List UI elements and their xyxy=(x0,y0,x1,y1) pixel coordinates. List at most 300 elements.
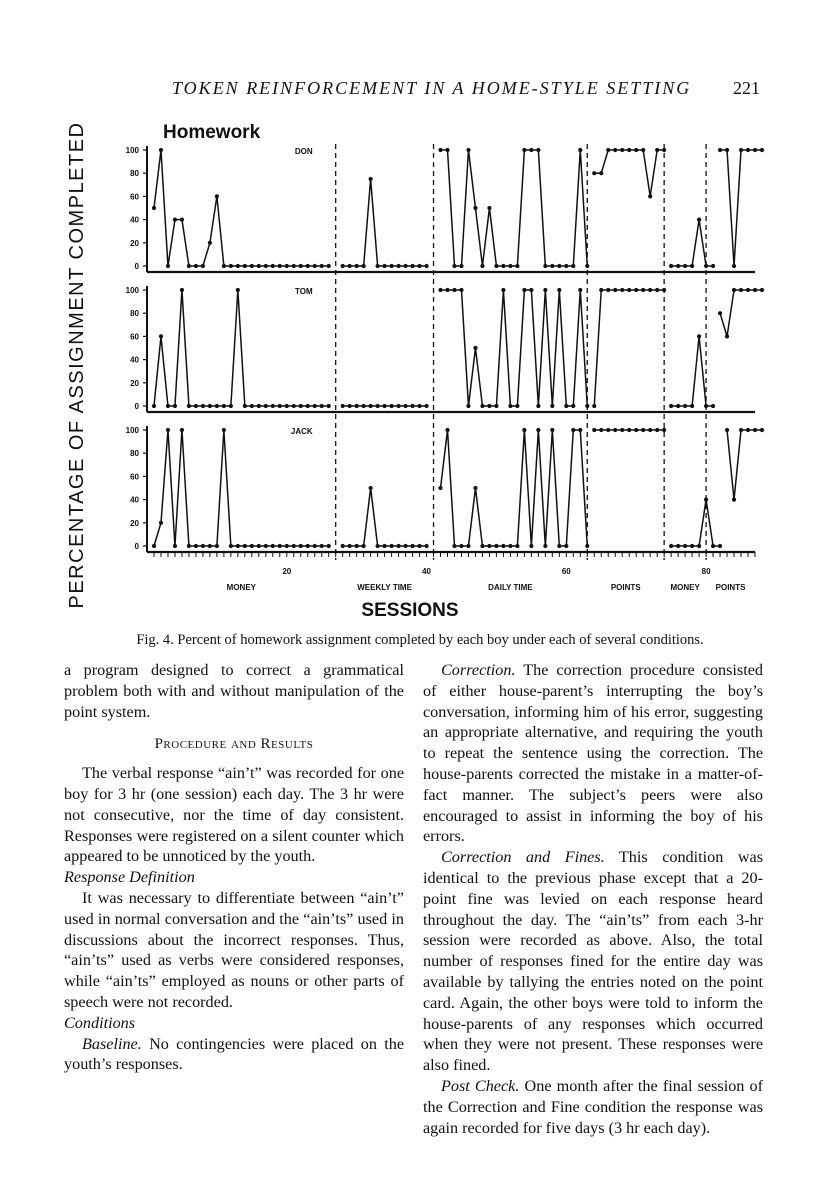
data-point xyxy=(355,264,359,268)
series-line-don xyxy=(720,150,762,266)
data-point xyxy=(704,264,708,268)
data-point xyxy=(732,498,736,502)
data-point xyxy=(243,264,247,268)
data-point xyxy=(683,404,687,408)
data-point xyxy=(327,264,331,268)
data-point xyxy=(480,544,484,548)
data-point xyxy=(166,404,170,408)
data-point xyxy=(466,148,470,152)
data-point xyxy=(271,544,275,548)
data-point xyxy=(320,264,324,268)
data-point xyxy=(264,544,268,548)
procedure-heading: Procedure and Results xyxy=(154,736,314,753)
data-point xyxy=(739,288,743,292)
data-point xyxy=(718,544,722,548)
data-point xyxy=(215,404,219,408)
intro-paragraph: a program designed to correct a grammatical problem both with and without manipulation of the point system. xyxy=(64,661,404,721)
data-point xyxy=(396,404,400,408)
data-point xyxy=(655,428,659,432)
data-point xyxy=(271,404,275,408)
baseline-label: Baseline. xyxy=(82,1034,142,1053)
data-point xyxy=(445,148,449,152)
data-point xyxy=(515,264,519,268)
data-point xyxy=(655,288,659,292)
data-point xyxy=(557,288,561,292)
data-point xyxy=(627,428,631,432)
data-point xyxy=(222,428,226,432)
data-point xyxy=(264,264,268,268)
data-point xyxy=(599,171,603,175)
data-point xyxy=(753,148,757,152)
data-point xyxy=(236,544,240,548)
series-line-don xyxy=(671,220,713,266)
y-tick-label: 80 xyxy=(130,449,139,459)
data-point xyxy=(634,288,638,292)
y-tick-label: 60 xyxy=(130,192,139,202)
data-point xyxy=(676,544,680,548)
y-tick-label: 100 xyxy=(125,426,139,435)
phase-label: MONEY xyxy=(670,583,700,592)
data-point xyxy=(424,544,428,548)
data-point xyxy=(543,288,547,292)
data-point xyxy=(466,404,470,408)
data-point xyxy=(641,148,645,152)
data-point xyxy=(718,311,722,315)
data-point xyxy=(725,148,729,152)
data-point xyxy=(564,544,568,548)
data-point xyxy=(403,404,407,408)
series-line-don xyxy=(441,150,588,266)
data-point xyxy=(417,544,421,548)
data-point xyxy=(508,544,512,548)
data-point xyxy=(194,404,198,408)
data-point xyxy=(732,264,736,268)
data-point xyxy=(550,404,554,408)
y-tick-label: 40 xyxy=(130,495,139,505)
x-tick-label: 40 xyxy=(422,567,431,576)
data-point xyxy=(410,544,414,548)
data-point xyxy=(592,428,596,432)
post-check-text: One month after the final session of the Correction and Fine condition the response was again recorded for five days (3 hr each day). xyxy=(423,1076,763,1137)
data-point xyxy=(201,264,205,268)
data-point xyxy=(690,264,694,268)
data-point xyxy=(180,428,184,432)
data-point xyxy=(746,428,750,432)
phase-label: POINTS xyxy=(610,583,641,592)
data-point xyxy=(313,544,317,548)
data-point xyxy=(396,544,400,548)
figure-caption: Fig. 4. Percent of homework assignment completed by each boy under each of several conditions. xyxy=(136,632,704,648)
data-point xyxy=(208,404,212,408)
data-point xyxy=(557,544,561,548)
data-point xyxy=(522,148,526,152)
correction-fines-text: This condition was identical to the previous phase except that a 20-point fine was levied on each response heard throughout the day. The “ain’ts” from each 3-hr session were recorded as above. Also, the total number of responses fined for the entire day was available by tallying the entries noted on the point card. Again, the other boys were told to inform the house-parents of any responses which occurred when they were not present. These responses were also fined. xyxy=(423,848,763,1075)
data-point xyxy=(445,428,449,432)
data-point xyxy=(494,404,498,408)
x-tick-label: 20 xyxy=(282,567,292,576)
data-point xyxy=(466,544,470,548)
y-tick-label: 20 xyxy=(130,238,139,248)
data-point xyxy=(725,334,729,338)
data-point xyxy=(648,288,652,292)
data-point xyxy=(403,264,407,268)
data-point xyxy=(571,428,575,432)
data-point xyxy=(711,264,715,268)
data-point xyxy=(327,404,331,408)
data-point xyxy=(438,486,442,490)
data-point xyxy=(697,218,701,222)
data-point xyxy=(215,544,219,548)
data-point xyxy=(606,428,610,432)
data-point xyxy=(201,404,205,408)
y-tick-label: 0 xyxy=(134,542,139,551)
data-point xyxy=(257,404,261,408)
y-tick-label: 60 xyxy=(130,332,139,342)
data-point xyxy=(438,148,442,152)
data-point xyxy=(585,544,589,548)
correction-label: Correction. xyxy=(441,661,516,679)
data-point xyxy=(515,544,519,548)
data-point xyxy=(585,404,589,408)
data-point xyxy=(536,404,540,408)
data-point xyxy=(320,544,324,548)
running-title: TOKEN REINFORCEMENT IN A HOME-STYLE SETTING xyxy=(172,78,692,98)
data-point xyxy=(704,404,708,408)
data-point xyxy=(222,404,226,408)
conditions-heading: Conditions xyxy=(64,1013,136,1032)
panel-label-tom: TOM xyxy=(295,287,313,296)
data-point xyxy=(648,194,652,198)
data-point xyxy=(634,428,638,432)
data-point xyxy=(299,404,303,408)
phase-label: MONEY xyxy=(226,583,257,592)
y-tick-label: 0 xyxy=(134,402,139,411)
data-point xyxy=(452,264,456,268)
data-point xyxy=(529,288,533,292)
post-check-label: Post Check. xyxy=(441,1076,520,1095)
data-point xyxy=(264,404,268,408)
data-point xyxy=(341,404,345,408)
data-point xyxy=(536,428,540,432)
series-line-tom xyxy=(720,290,762,336)
data-point xyxy=(173,404,177,408)
data-point xyxy=(501,544,505,548)
data-point xyxy=(501,264,505,268)
running-head xyxy=(120,72,760,102)
data-point xyxy=(313,404,317,408)
data-point xyxy=(208,241,212,245)
data-point xyxy=(362,264,366,268)
panel-label-jack: JACK xyxy=(290,427,313,436)
data-point xyxy=(746,288,750,292)
data-point xyxy=(592,171,596,175)
data-point xyxy=(327,544,331,548)
data-point xyxy=(508,264,512,268)
data-point xyxy=(564,404,568,408)
data-point xyxy=(403,544,407,548)
data-point xyxy=(417,404,421,408)
data-point xyxy=(376,544,380,548)
series-line-don xyxy=(343,179,427,266)
data-point xyxy=(522,428,526,432)
data-point xyxy=(641,428,645,432)
data-point xyxy=(348,264,352,268)
data-point xyxy=(725,428,729,432)
data-point xyxy=(180,218,184,222)
y-tick-label: 20 xyxy=(130,518,139,528)
correction-paragraph xyxy=(423,660,763,847)
data-point xyxy=(410,264,414,268)
data-point xyxy=(494,544,498,548)
data-point xyxy=(655,148,659,152)
data-point xyxy=(166,428,170,432)
data-point xyxy=(543,264,547,268)
data-point xyxy=(383,264,387,268)
data-point xyxy=(571,404,575,408)
series-line-don xyxy=(154,150,329,266)
data-point xyxy=(306,404,310,408)
series-line-jack xyxy=(727,430,762,500)
data-point xyxy=(152,206,156,210)
data-point xyxy=(718,148,722,152)
x-axis-title: SESSIONS xyxy=(361,600,459,621)
series-line-jack xyxy=(671,500,720,546)
data-point xyxy=(362,404,366,408)
data-point xyxy=(389,544,393,548)
baseline-text: No contingencies were placed on the youth’s responses. xyxy=(64,1034,405,1074)
data-point xyxy=(389,264,393,268)
data-point xyxy=(459,544,463,548)
data-point xyxy=(620,148,624,152)
data-point xyxy=(152,544,156,548)
data-point xyxy=(341,544,345,548)
data-point xyxy=(285,544,289,548)
series-line-tom xyxy=(154,290,329,406)
data-point xyxy=(173,544,177,548)
data-point xyxy=(250,544,254,548)
y-tick-label: 80 xyxy=(130,169,139,179)
data-point xyxy=(760,288,764,292)
data-point xyxy=(187,544,191,548)
data-point xyxy=(711,404,715,408)
data-point xyxy=(229,544,233,548)
series-line-don xyxy=(594,150,664,196)
baseline-paragraph xyxy=(64,1034,404,1076)
data-point xyxy=(473,486,477,490)
data-point xyxy=(683,264,687,268)
data-point xyxy=(648,428,652,432)
data-point xyxy=(662,148,666,152)
y-tick-label: 20 xyxy=(130,378,139,388)
data-point xyxy=(173,218,177,222)
phase-label: DAILY TIME xyxy=(488,583,533,592)
data-point xyxy=(669,544,673,548)
data-point xyxy=(278,404,282,408)
data-point xyxy=(229,404,233,408)
data-point xyxy=(620,428,624,432)
y-tick-label: 40 xyxy=(130,355,139,365)
data-point xyxy=(669,264,673,268)
data-point xyxy=(285,264,289,268)
data-point xyxy=(292,404,296,408)
data-point xyxy=(641,288,645,292)
data-point xyxy=(508,404,512,408)
phase-label: POINTS xyxy=(715,583,746,592)
data-point xyxy=(243,404,247,408)
data-point xyxy=(739,428,743,432)
data-point xyxy=(243,544,247,548)
data-point xyxy=(306,544,310,548)
data-point xyxy=(662,428,666,432)
response-definition-paragraph: It was necessary to differentiate between “ain’t” used in normal conversation and the “ain’ts” used in discussions about the incorrect responses. Thus, “ain’ts” used as verbs were considered responses, while “ain’ts” employed as nouns or other parts of speech were not recorded. xyxy=(64,888,404,1011)
post-check-paragraph xyxy=(423,1076,763,1138)
data-point xyxy=(683,544,687,548)
data-point xyxy=(348,404,352,408)
data-point xyxy=(222,264,226,268)
data-point xyxy=(215,194,219,198)
data-point xyxy=(201,544,205,548)
data-point xyxy=(348,544,352,548)
y-axis-title: PERCENTAGE OF ASSIGNMENT COMPLETED xyxy=(66,121,88,609)
data-point xyxy=(522,288,526,292)
data-point xyxy=(487,544,491,548)
data-point xyxy=(760,428,764,432)
series-line-jack xyxy=(343,488,427,546)
series-line-jack xyxy=(154,430,329,546)
data-point xyxy=(473,346,477,350)
page-number: 221 xyxy=(733,78,760,98)
data-point xyxy=(487,404,491,408)
data-point xyxy=(389,404,393,408)
data-point xyxy=(445,288,449,292)
data-point xyxy=(753,428,757,432)
data-point xyxy=(690,544,694,548)
data-point xyxy=(417,264,421,268)
data-point xyxy=(536,148,540,152)
data-point xyxy=(187,404,191,408)
data-point xyxy=(424,264,428,268)
data-point xyxy=(299,264,303,268)
chart-title: Homework xyxy=(163,122,261,143)
data-point xyxy=(250,264,254,268)
series-line-tom xyxy=(594,290,664,406)
data-point xyxy=(690,404,694,408)
data-point xyxy=(550,428,554,432)
data-point xyxy=(355,544,359,548)
data-point xyxy=(278,264,282,268)
data-point xyxy=(208,544,212,548)
data-point xyxy=(620,288,624,292)
data-point xyxy=(746,148,750,152)
data-point xyxy=(529,148,533,152)
data-point xyxy=(501,288,505,292)
data-point xyxy=(578,288,582,292)
data-point xyxy=(159,148,163,152)
data-point xyxy=(236,264,240,268)
data-point xyxy=(627,148,631,152)
data-point xyxy=(585,264,589,268)
data-point xyxy=(669,404,673,408)
data-point xyxy=(494,264,498,268)
y-tick-label: 40 xyxy=(130,215,139,225)
data-point xyxy=(194,264,198,268)
data-point xyxy=(543,544,547,548)
y-tick-label: 100 xyxy=(125,286,139,295)
data-point xyxy=(166,264,170,268)
data-point xyxy=(480,404,484,408)
data-point xyxy=(229,264,233,268)
data-point xyxy=(152,404,156,408)
data-point xyxy=(320,404,324,408)
data-point xyxy=(613,428,617,432)
data-point xyxy=(613,148,617,152)
data-point xyxy=(627,288,631,292)
data-point xyxy=(159,521,163,525)
data-point xyxy=(550,264,554,268)
data-point xyxy=(369,404,373,408)
data-point xyxy=(487,206,491,210)
panel-label-don: DON xyxy=(294,147,313,156)
data-point xyxy=(236,288,240,292)
data-point xyxy=(257,264,261,268)
data-point xyxy=(187,264,191,268)
data-point xyxy=(180,288,184,292)
data-point xyxy=(676,404,680,408)
data-point xyxy=(292,544,296,548)
data-point xyxy=(424,404,428,408)
data-point xyxy=(529,544,533,548)
data-point xyxy=(704,498,708,502)
data-point xyxy=(662,288,666,292)
y-tick-label: 60 xyxy=(130,472,139,482)
data-point xyxy=(306,264,310,268)
data-point xyxy=(341,264,345,268)
data-point xyxy=(194,544,198,548)
data-point xyxy=(599,428,603,432)
data-point xyxy=(299,544,303,548)
right-column xyxy=(423,660,763,1138)
data-point xyxy=(592,404,596,408)
series-line-tom xyxy=(441,290,588,406)
data-point xyxy=(578,428,582,432)
data-point xyxy=(606,288,610,292)
data-point xyxy=(739,148,743,152)
data-point xyxy=(480,264,484,268)
data-point xyxy=(250,404,254,408)
x-tick-label: 80 xyxy=(701,567,711,576)
data-point xyxy=(459,288,463,292)
y-tick-label: 0 xyxy=(134,262,139,271)
data-point xyxy=(159,334,163,338)
data-point xyxy=(697,544,701,548)
data-point xyxy=(362,544,366,548)
data-point xyxy=(578,148,582,152)
data-point xyxy=(557,264,561,268)
data-point xyxy=(571,264,575,268)
data-point xyxy=(369,486,373,490)
data-point xyxy=(369,177,373,181)
y-tick-label: 100 xyxy=(125,146,139,155)
data-point xyxy=(313,264,317,268)
data-point xyxy=(634,148,638,152)
data-point xyxy=(599,288,603,292)
data-point xyxy=(355,404,359,408)
data-point xyxy=(676,264,680,268)
data-point xyxy=(438,288,442,292)
data-point xyxy=(376,404,380,408)
response-definition-heading: Response Definition xyxy=(64,868,195,887)
left-column xyxy=(64,660,404,1075)
